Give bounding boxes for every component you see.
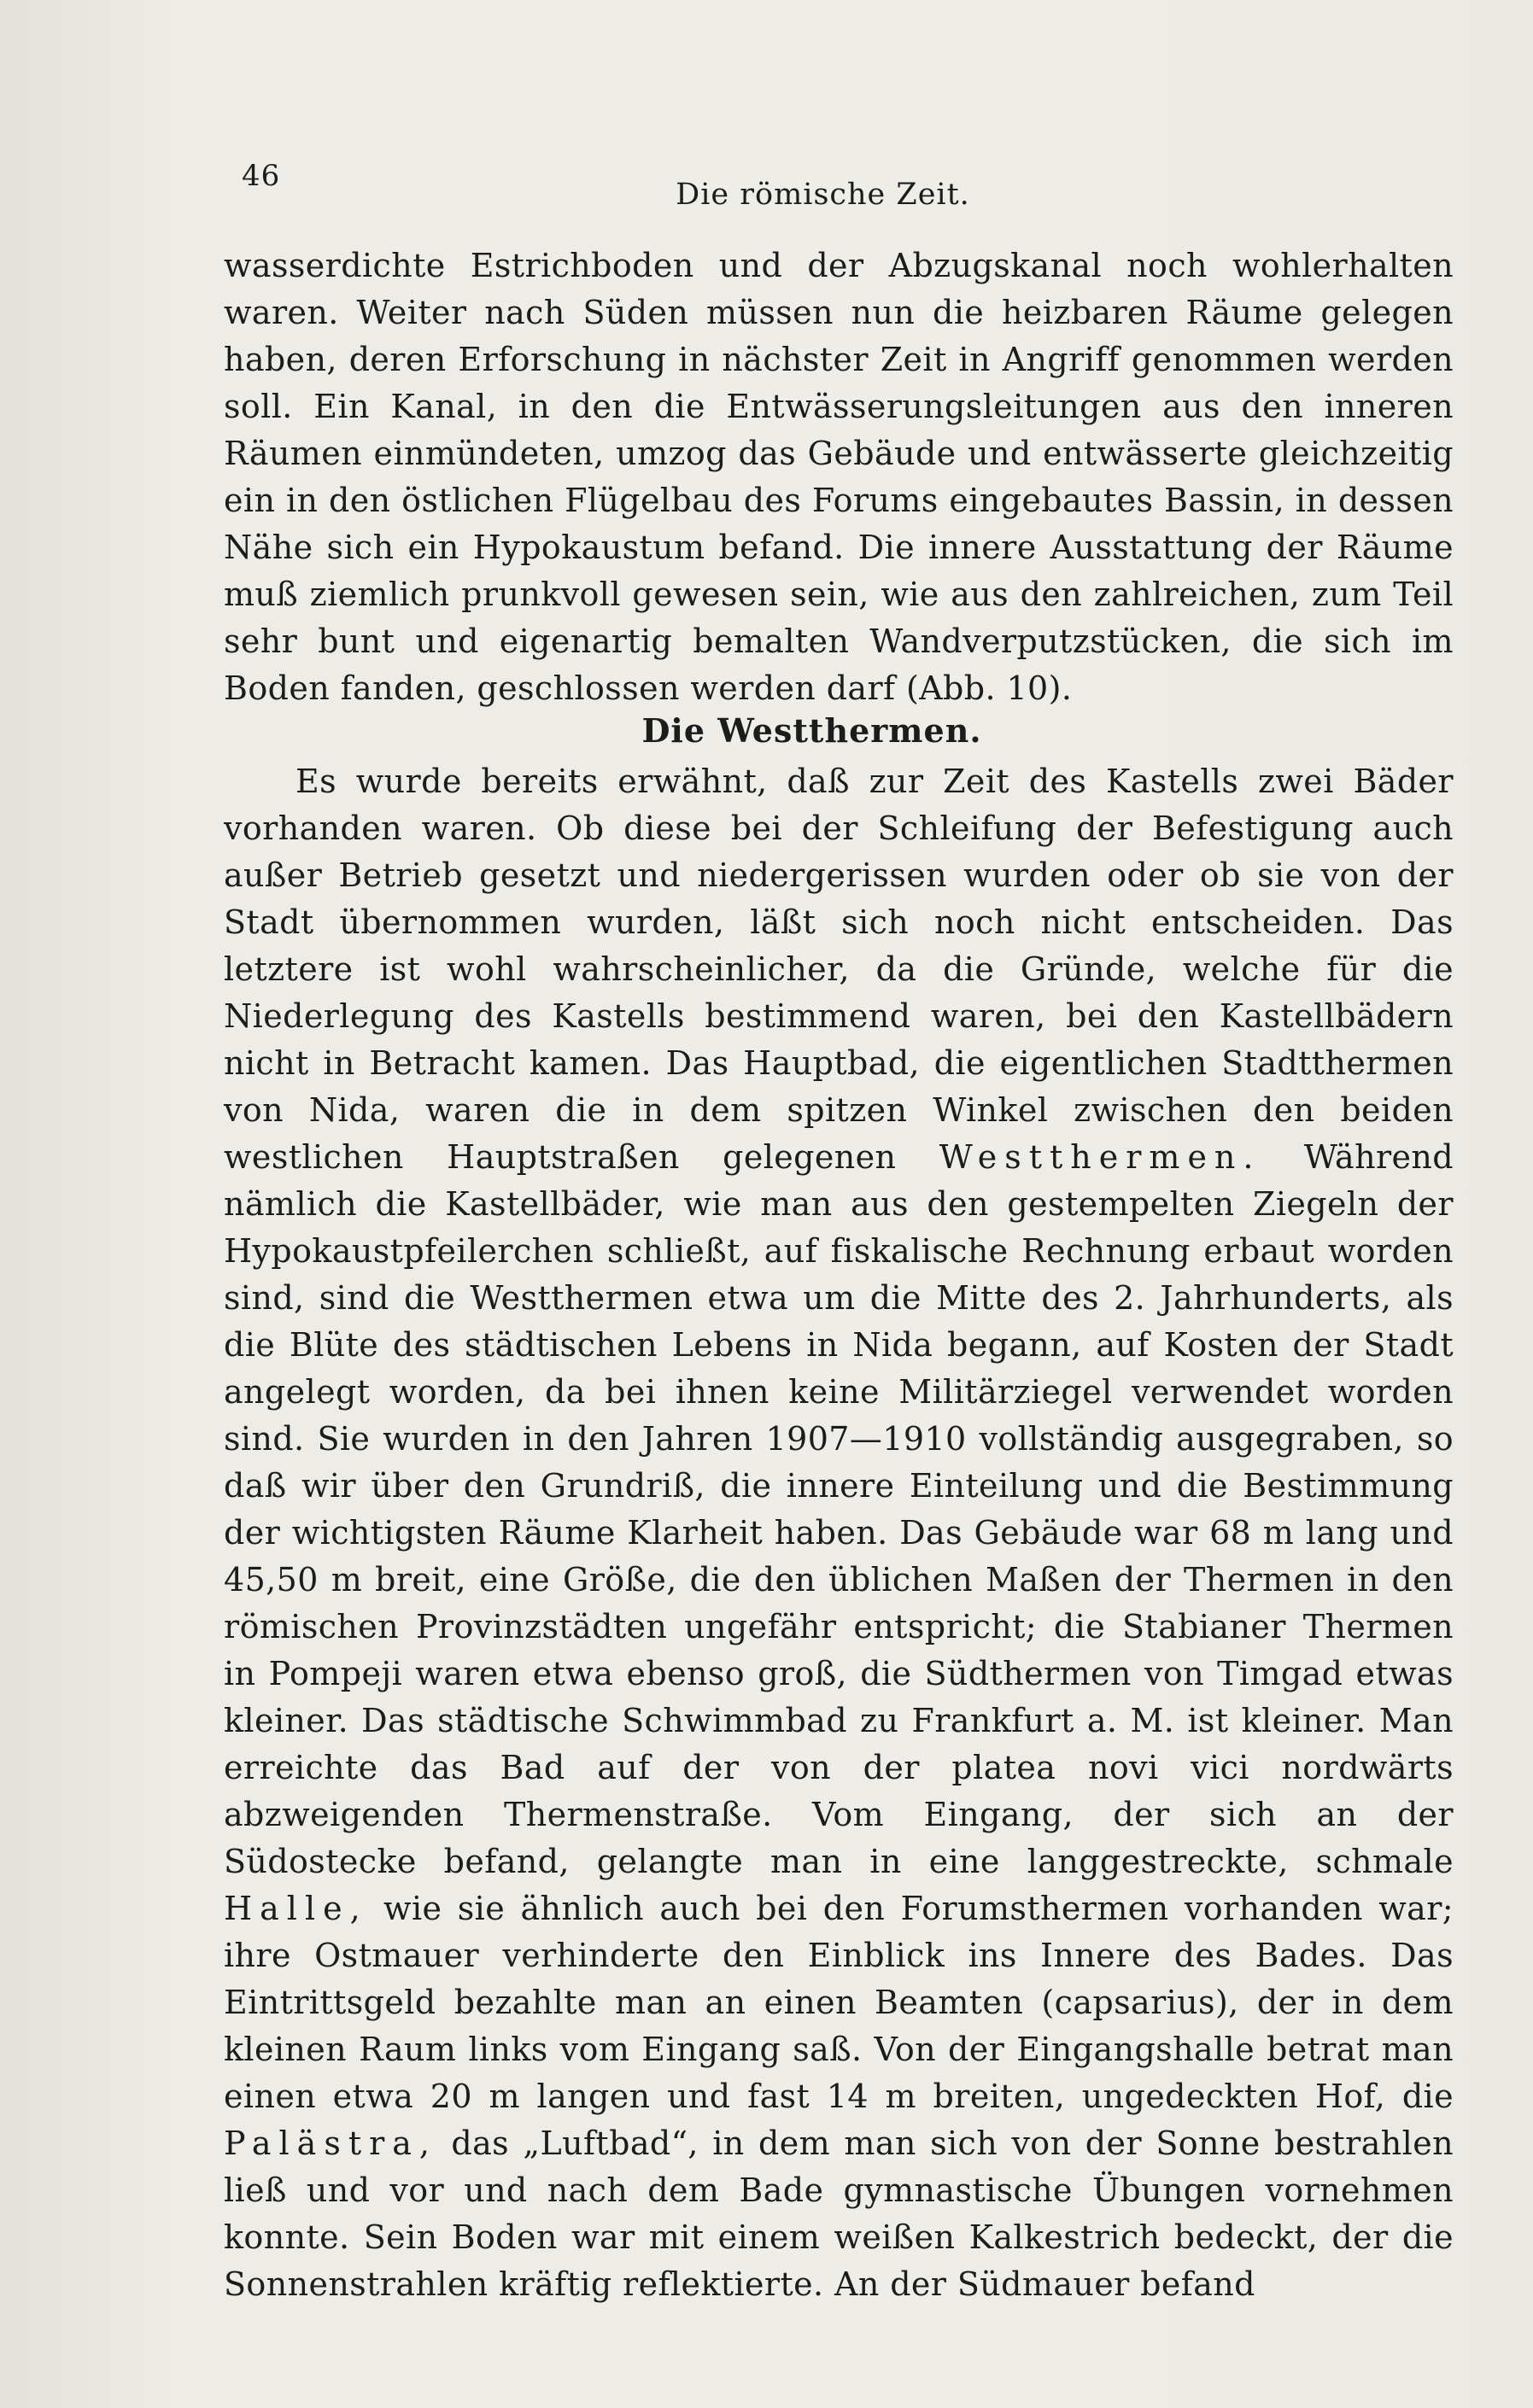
spaced-emphasis: Halle, [224, 1890, 368, 1927]
text-run: das „Luftbad“, in dem man sich von der Sonne bestrahlen ließ und vor und nach dem Bade gymnastische Übungen vornehmen konnte. Sein Boden war mit einem weißen Kalkestrich bedeckt, der die Sonnenstrahlen kräftig reflektierte. An der Südmauer befand [224, 2125, 1454, 2303]
page-number: 46 [242, 159, 281, 193]
text-run: Es wurde bereits erwähnt, daß zur Zeit des Kastells zwei Bäder vorhanden waren. Ob diese bei der Schleifung der Befestigung auch außer Betrieb gesetzt und niedergerissen wurden oder ob sie von der Stadt übernommen wurden, läßt sich noch nicht entscheiden. Das letztere ist wohl wahrscheinlicher, da die Gründe, welche für die Niederlegung des Kastells bestimmend waren, bei den Kastellbädern nicht in Betracht kamen. Das Hauptbad, die eigentlichen Stadtthermen von Nida, waren die in dem spitzen Winkel zwischen den beiden westlichen Hauptstraßen gelegenen [224, 763, 1454, 1176]
paragraph-continued: wasserdichte Estrichboden und der Abzugskanal noch wohlerhalten waren. Weiter nach Süden müssen nun die heizbaren Räume gelegen haben, deren Erforschung in nächster Zeit in Angriff genommen werden soll. Ein Kanal, in den die Entwässerungsleitungen aus den inneren Räumen einmündeten, umzog das Gebäude und entwässerte gleichzeitig ein in den östlichen Flügelbau des Forums eingebautes Bassin, in dessen Nähe sich ein Hypokaustum befand. Die innere Ausstattung der Räume muß ziemlich prunkvoll gewesen sein, wie aus den zahlreichen, zum Teil sehr bunt und eigenartig bemalten Wandverputzstücken, die sich im Boden fanden, geschlossen werden darf (Abb. 10). [224, 247, 1454, 707]
spaced-emphasis: Westthermen. [939, 1138, 1261, 1176]
spaced-emphasis: Palästra, [224, 2125, 437, 2162]
paragraph-westthermen [224, 758, 1454, 2308]
text-run: Während nämlich die Kastellbäder, wie man aus den gestempelten Ziegeln der Hypokaustpfeilerchen schließt, auf fiskalische Rechnung erbaut worden sind, sind die Westthermen etwa um die Mitte des 2. Jahrhunderts, als die Blüte des städtischen Lebens in Nida begann, auf Kosten der Stadt angelegt worden, da bei ihnen keine Militärziegel verwendet worden sind. Sie wurden in den Jahren 1907—1910 vollständig ausgegraben, so daß wir über den Grundriß, die innere Einteilung und die Bestimmung der wichtigsten Räume Klarheit haben. Das Gebäude war 68 m lang und 45,50 m breit, eine Größe, die den üblichen Maßen der Thermen in den römischen Provinzstädten ungefähr entspricht; die Stabianer Thermen in Pompeji waren etwa ebenso groß, die Südthermen von Timgad etwas kleiner. Das städtische Schwimmbad zu Frankfurt a. M. ist kleiner. Man erreichte das Bad auf der von der platea novi vici nordwärts abzweigenden Thermenstraße. Vom Eingang, der sich an der Südostecke befand, gelangte man in eine langgestreckte, schmale [224, 1138, 1454, 1880]
text-run: wie sie ähnlich auch bei den Forumsthermen vorhanden war; ihre Ostmauer verhinderte den Einblick ins Innere des Bades. Das Eintrittsgeld bezahlte man an einen Beamten (capsarius), der in dem kleinen Raum links vom Eingang saß. Von der Eingangshalle betrat man einen etwa 20 m langen und fast 14 m breiten, ungedeckten Hof, die [224, 1890, 1454, 2115]
running-head [0, 178, 1533, 212]
section-heading-text: Die Westthermen. [641, 711, 982, 750]
running-head-text: Die römische Zeit. [676, 178, 970, 212]
section-heading [0, 711, 1533, 750]
